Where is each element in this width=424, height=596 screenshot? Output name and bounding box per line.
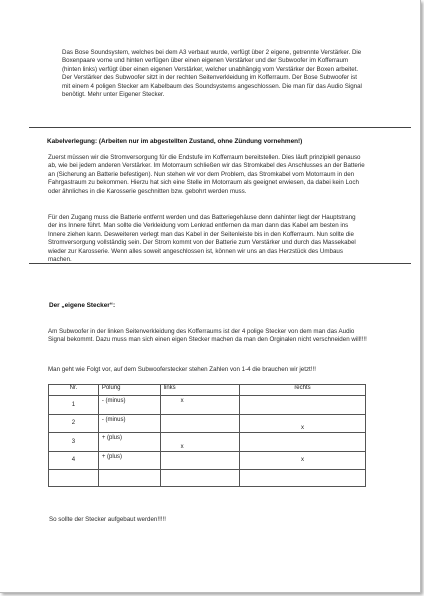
section-divider-2	[29, 263, 411, 264]
section-divider-1	[29, 127, 411, 128]
cell-links: x	[160, 433, 239, 452]
section1-paragraph-1: Zuerst müssen wir die Stromversorgung für die Endstufe im Kofferraum bereitstellen. Dies läuft prinzipiell genauso ab, wie bei jedem anderen Verstärker. Im Motorraum schließen wir das Stromkabel des Anschlusses an der Batterie an (Sicherung an Batterie befestigen). Nun stehen wir vor dem Problem, das Stromkabel vom Motorraum in den Fahrgastraum zu bekommen. Hierzu hat sich eine Stelle im Motorraum als geeignet erwiesen, da dabei kein Loch oder ähnliches in die Karosserie geschnitten bzw. gebohrt werden muss.	[48, 154, 365, 195]
cell-polung: - (minus)	[98, 396, 160, 415]
cell-nr	[49, 470, 99, 487]
cell-rechts	[239, 470, 365, 487]
pinout-table	[48, 384, 366, 487]
cell-nr: 4	[49, 451, 99, 470]
cell-rechts: x	[239, 414, 365, 433]
cell-rechts	[239, 396, 365, 415]
header-rechts: rechts	[239, 385, 365, 396]
cell-rechts	[239, 433, 365, 452]
cell-links	[160, 451, 239, 470]
cell-polung: - (minus)	[98, 414, 160, 433]
table-row	[49, 433, 366, 452]
section1-paragraph-2: Für den Zugang muss die Batterie entfernt werden und das Batteriegehäuse denn dahinter liegt der Hauptstrang der ins Innere führt. Man sollte die Verkleidung vom Lenkrad entfernen da man dann das Kabel am besten ins Innere ziehen kann. Desweiteren verlegt man das Kabel in der Seitenleiste bis in den Kofferraum. Nun sollte die Stromversorgung vollständig sein. Der Strom kommt von der Batterie zum Verstärker und durch das Massekabel wieder zur Karosserie. Wenn alles soweit angeschlossen ist, können wir uns an das Herzstück des Umbaus machen.	[48, 214, 356, 264]
table-row	[49, 414, 366, 433]
table-row	[49, 396, 366, 415]
header-polung: Polung	[98, 385, 160, 396]
cell-nr: 1	[49, 396, 99, 415]
header-links: links	[160, 385, 239, 396]
cell-polung: + (plus)	[98, 433, 160, 452]
cell-polung: + (plus)	[98, 451, 160, 470]
section2-paragraph-2: Man geht wie Folgt vor, auf dem Subwooferstecker stehen Zahlen von 1-4 die brauchen wir jetzt!!!	[48, 366, 316, 373]
table-row	[49, 451, 366, 470]
cell-nr: 3	[49, 433, 99, 452]
section1-heading: Kabelverlegung: (Arbeiten nur im abgestellten Zustand, ohne Zündung vornehmen!)	[47, 138, 303, 145]
intro-paragraph: Das Bose Soundsystem, welches bei dem A3 verbaut wurde, verfügt über 2 eigene, getrennte Verstärker. Die Boxenpaare vorne und hinten verfügen über einen eigenen Verstärker und der Subwoofer im Kofferraum (hinten links) verfügt über einen eigenen Verstärker, welcher unabhängig vom Verstärker der Boxen arbeitet. Der Verstärker des Subwoofer sitzt in der rechten Seitenverkleidung im Kofferraum. Der Bose Subwoofer ist mit einem 4 poligen Stecker am Kabelbaum des Soundsystems angeschlossen. Die man für das Audio Signal benötigt. Mehr unter Eigener Stecker.	[62, 49, 362, 99]
header-nr: Nr.	[49, 385, 99, 396]
cell-links	[160, 414, 239, 433]
cell-nr: 2	[49, 414, 99, 433]
cell-links	[160, 470, 239, 487]
cell-rechts: x	[239, 451, 365, 470]
closing-line: So sollte der Stecker aufgebaut werden!!!!!	[49, 516, 166, 523]
cell-links: x	[160, 396, 239, 415]
section2-paragraph-1: Am Subwoofer in der linken Seitenverkleidung des Kofferraums ist der 4 polige Stecker von dem man das Audio Signal bekommt. Dazu muss man sich einen eigen Stecker machen da man den Orginalen nicht verschneiden will!!!!	[48, 328, 367, 344]
table-row	[49, 470, 366, 487]
section2-heading: Der „eigene Stecker“:	[49, 302, 116, 309]
table-header-row	[49, 385, 366, 396]
cell-polung	[98, 470, 160, 487]
